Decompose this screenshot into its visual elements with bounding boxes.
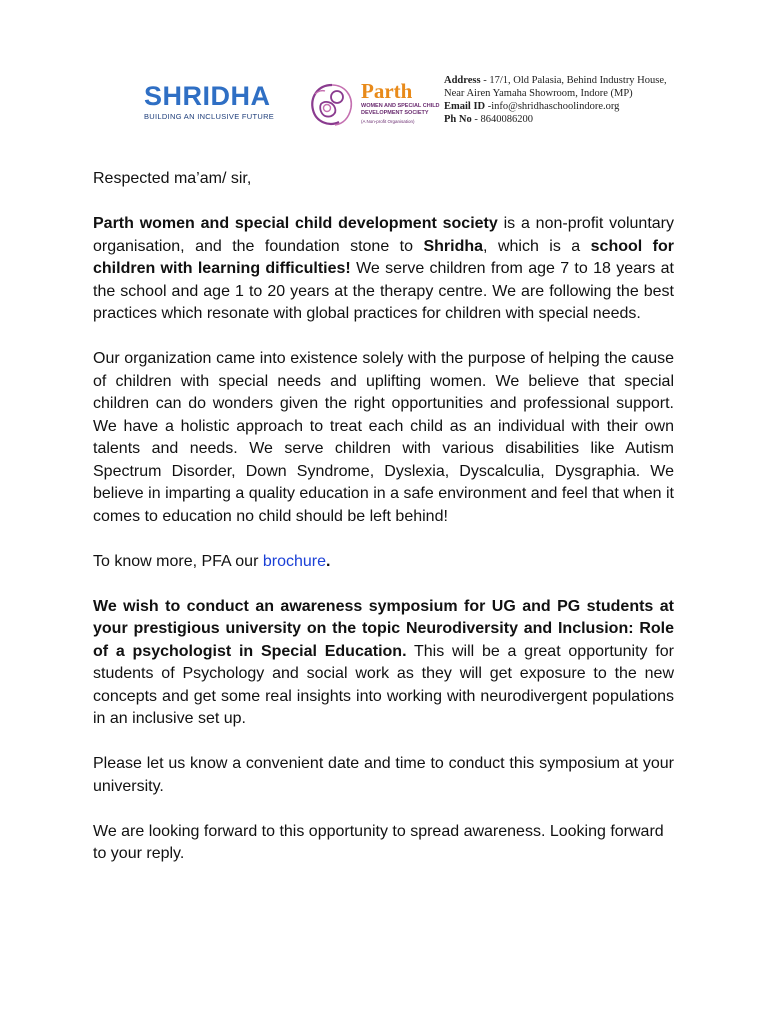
shridha-logo-name: SHRIDHA <box>144 81 271 111</box>
letter-body <box>93 168 674 888</box>
email-label: Email ID <box>444 101 486 112</box>
symposium-proposal: We wish to conduct an awareness symposium for UG and PG students at your prestigious university on the topic Neurodiversity and Inclusion: Role of a psychologist in Special Education. <box>93 597 674 660</box>
paragraph-closing: We are looking forward to this opportunity to spread awareness. Looking forward to your reply. <box>93 822 664 862</box>
paragraph-symposium <box>93 596 674 731</box>
intro-text-3: We serve children from age 7 to 18 years at the school and age 1 to 20 years at the therapy centre. We are following the best practices which resonate with global practices for children with special needs. <box>93 260 674 322</box>
paragraph-brochure <box>93 551 674 574</box>
parth-logo <box>307 78 440 136</box>
phone-label: Ph No <box>444 114 472 125</box>
paragraph-introduction <box>93 213 674 326</box>
salutation: Respected ma’am/ sir, <box>93 170 252 187</box>
phone-value: - 8640086200 <box>471 114 533 125</box>
paragraph-organization: Our organization came into existence solely with the purpose of helping the cause of children with special needs and uplifting women. We believe that special children can do wonders given the right opportunities and professional support. We have a holistic approach to treat each child as an individual with their own talents and needs. We serve children with various disabilities like Autism Spectrum Disorder, Down Syndrome, Dyslexia, Dyscalculia, Dysgraphia. We believe in imparting a quality education in a safe environment and feel that when it comes to education no child should be left behind! <box>93 350 674 525</box>
shridha-logo-tagline: BUILDING AN INCLUSIVE FUTURE <box>144 112 275 121</box>
parth-logo-note: (A Non-profit Organisation) <box>361 119 415 124</box>
contact-block <box>444 74 680 126</box>
phone-line <box>444 113 680 126</box>
school-name: Shridha <box>423 237 484 255</box>
brochure-link[interactable]: brochure <box>262 552 327 570</box>
email-line <box>444 100 680 113</box>
brochure-period: . <box>326 552 331 570</box>
address-value: - 17/1, Old Palasia, Behind Industry House, Near Airen Yamaha Showroom, Indore (MP) <box>444 75 667 99</box>
intro-text-2: , which is a <box>483 237 591 255</box>
school-description: school for children with learning difficulties! <box>93 237 674 277</box>
brochure-text: To know more, PFA our <box>93 552 263 570</box>
paragraph-request: Please let us know a convenient date and time to conduct this symposium at your university. <box>93 755 674 795</box>
address-line <box>444 74 680 100</box>
org-name: Parth women and special child development society <box>93 215 498 232</box>
mother-child-emblem-icon <box>307 80 357 130</box>
address-label: Address <box>444 75 481 86</box>
parth-logo-subtitle: WOMEN AND SPECIAL CHILD DEVELOPMENT SOCIETY <box>361 103 440 116</box>
intro-text-1: is a non-profit voluntary organisation, and the foundation stone to <box>93 215 675 255</box>
parth-logo-name: Parth <box>361 79 413 103</box>
letterhead <box>0 70 768 150</box>
parth-logo-text <box>361 80 441 124</box>
shridha-logo <box>144 82 284 121</box>
symposium-details: This will be a great opportunity for students of Psychology and social work as they will get exposure to the new concepts and get some real insights into working with neurodivergent populations in an inclusive set up. <box>93 642 674 727</box>
email-value: -info@shridhaschoolindore.org <box>485 101 620 112</box>
